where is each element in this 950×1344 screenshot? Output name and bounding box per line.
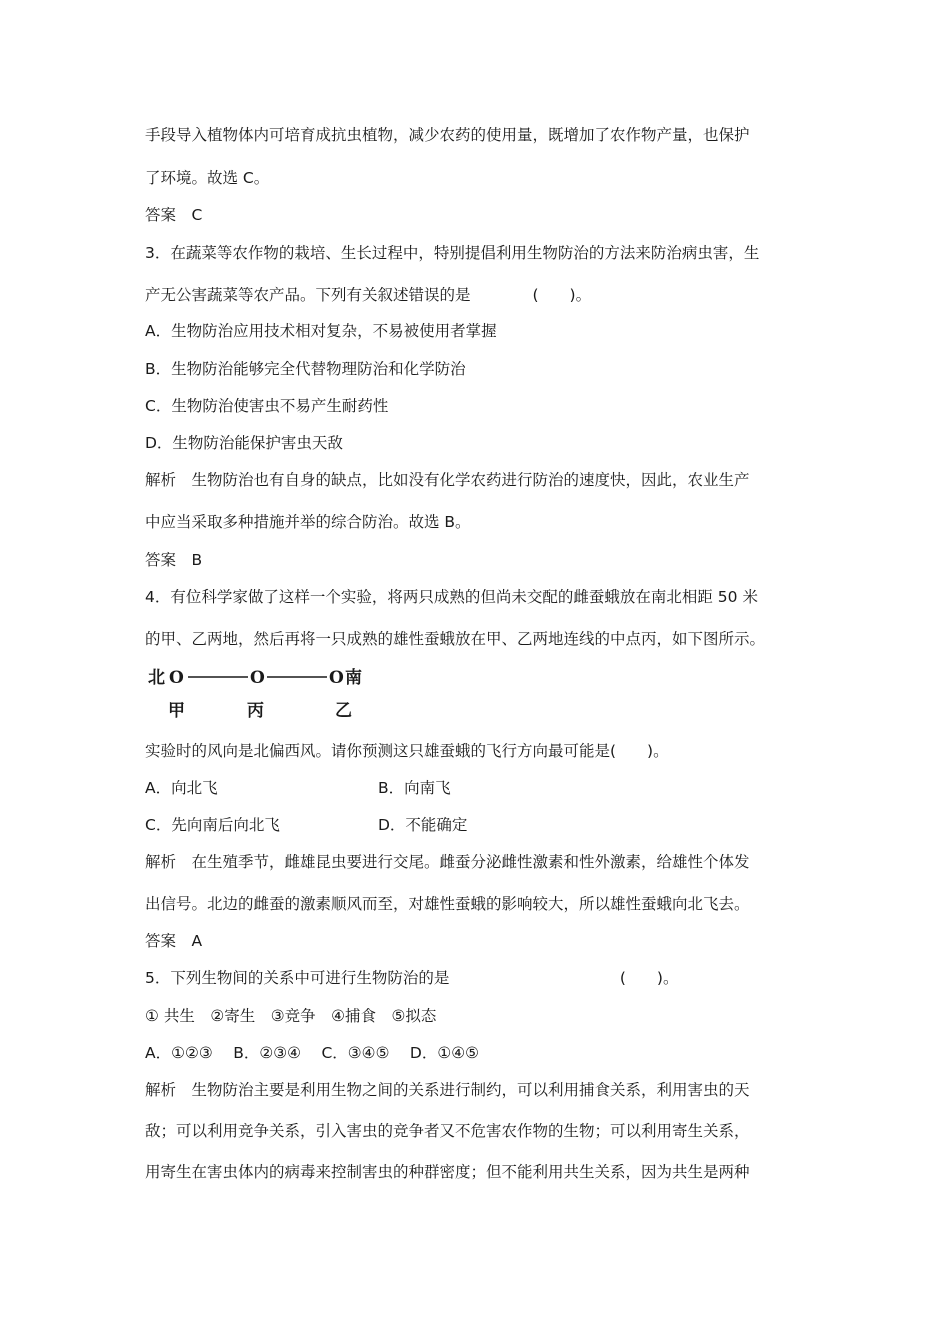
option-b: B．生物防治能够完全代替物理防治和化学防治 — [145, 360, 466, 378]
question-4-text: 4．有位科学家做了这样一个实验，将两只成熟的但尚未交配的雌蚕蛾放在南北相距 50 米 — [145, 588, 758, 606]
question-4-text: 实验时的风向是北偏西风。请你预测这只雄蚕蛾的飞行方向最可能是( )。 — [145, 742, 669, 760]
bing-label: 丙 — [247, 701, 264, 721]
position-diagram — [146, 664, 386, 724]
answer-line: 答案 A — [145, 932, 203, 950]
jia-circle: O — [169, 668, 184, 688]
question-5-text: 5．下列生物间的关系中可进行生物防治的是 ( )。 — [145, 969, 679, 987]
option-c: C．生物防治使害虫不易产生耐药性 — [145, 397, 389, 415]
analysis-text: 解析 生物防治也有自身的缺点，比如没有化学农药进行防治的速度快，因此，农业生产 — [145, 471, 750, 489]
analysis-text: 解析 在生殖季节，雌雄昆虫要进行交尾。雌蚕分泌雌性激素和性外激素，给雄性个体发 — [145, 853, 750, 871]
south-label: 南 — [345, 668, 362, 688]
yi-circle: O — [329, 668, 344, 688]
answer-line: 答案 C — [145, 206, 203, 224]
question-3-text: 3．在蔬菜等农作物的栽培、生长过程中，特别提倡利用生物防治的方法来防治病虫害，生 — [145, 244, 760, 262]
options-line: A．①②③ B．②③④ C．③④⑤ D．①④⑤ — [145, 1044, 480, 1062]
jia-label: 甲 — [168, 701, 185, 721]
analysis-text: 中应当采取多种措施并举的综合防治。故选 B。 — [145, 513, 471, 531]
option-a: A．向北飞 — [145, 779, 218, 797]
answer-line: 答案 B — [145, 551, 203, 569]
option-c: C．先向南后向北飞 — [145, 816, 280, 834]
question-4-text: 的甲、乙两地，然后再将一只成熟的雄性蚕蛾放在甲、乙两地连线的中点丙，如下图所示。 — [145, 630, 766, 648]
text-line: 手段导入植物体内可培育成抗虫植物，减少农药的使用量，既增加了农作物产量，也保护 — [145, 126, 750, 144]
relation-list: ① 共生 ②寄生 ③竞争 ④捕食 ⑤拟态 — [145, 1007, 437, 1025]
option-a: A．生物防治应用技术相对复杂，不易被使用者掌握 — [145, 322, 497, 340]
analysis-text: 出信号。北边的雌蚕的激素顺风而至，对雄性蚕蛾的影响较大，所以雄性蚕蛾向北飞去。 — [145, 895, 750, 913]
question-3-text: 产无公害蔬菜等农产品。下列有关叙述错误的是 ( )。 — [145, 286, 592, 304]
north-label: 北 — [148, 668, 165, 688]
option-d: D．不能确定 — [378, 816, 468, 834]
option-d: D．生物防治能保护害虫天敌 — [145, 434, 343, 452]
option-b: B．向南飞 — [378, 779, 451, 797]
analysis-text: 敌；可以利用竞争关系，引入害虫的竞争者又不危害农作物的生物；可以利用寄生关系， — [145, 1122, 750, 1140]
analysis-text: 用寄生在害虫体内的病毒来控制害虫的种群密度；但不能利用共生关系，因为共生是两种 — [145, 1163, 750, 1181]
yi-label: 乙 — [335, 701, 352, 721]
text-line: 了环境。故选 C。 — [145, 169, 270, 187]
analysis-text: 解析 生物防治主要是利用生物之间的关系进行制约，可以利用捕食关系，利用害虫的天 — [145, 1081, 750, 1099]
bing-circle: O — [250, 668, 265, 688]
